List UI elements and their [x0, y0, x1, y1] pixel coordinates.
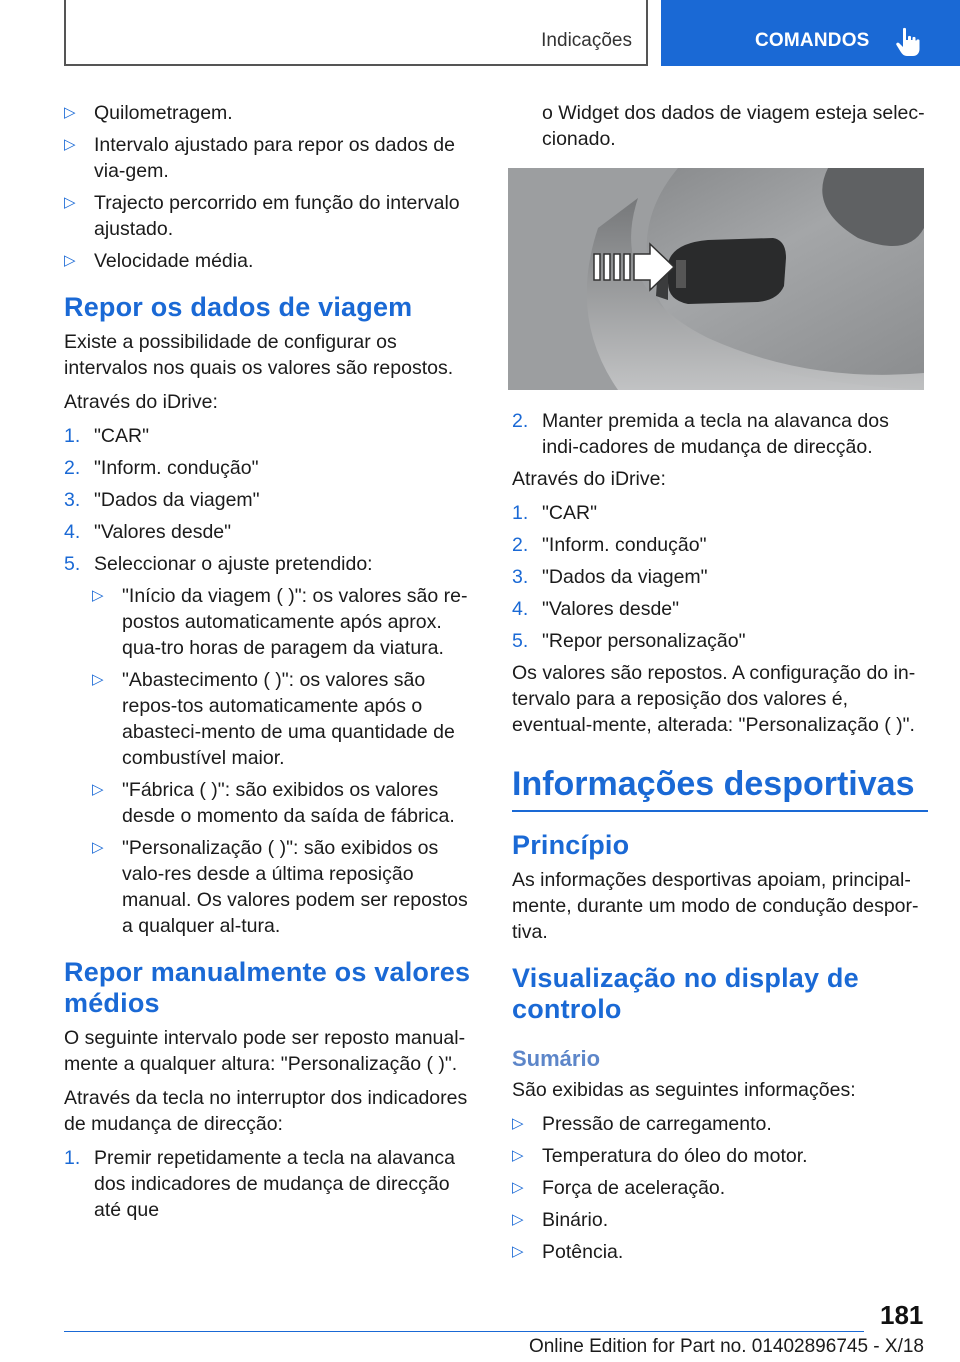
- footer-edition: Online Edition for Part no. 01402896745 - X/18: [528, 1336, 924, 1357]
- numbered-step: 3. "Dados da viagem": [64, 489, 260, 511]
- paragraph: Os valores são repostos. A configuração do in-tervalo para a reposição dos valores é, eventual-mente, alterada: "Personalização ( )".: [512, 662, 916, 736]
- list-item: ▷ Potência.: [512, 1241, 624, 1263]
- continuation-text: o Widget dos dados de viagem esteja selec-cionado.: [542, 102, 925, 150]
- triangle-bullet-icon: ▷: [512, 1211, 524, 1228]
- list-item: ▷ Temperatura do óleo do motor.: [512, 1145, 808, 1167]
- numbered-step: 4. "Valores desde": [64, 521, 232, 543]
- header-section-tab: [64, 0, 648, 66]
- triangle-bullet-icon: ▷: [512, 1147, 524, 1164]
- triangle-bullet-icon: ▷: [512, 1179, 524, 1196]
- list-item: ▷ Quilometragem.: [64, 102, 233, 124]
- numbered-step: 2. "Inform. condução": [512, 534, 707, 556]
- heading-repor-manualmente: Repor manualmente os valores médios: [64, 957, 471, 1018]
- right-column: [512, 100, 928, 1271]
- list-item: ▷ Intervalo ajustado para repor os dados de via-gem.: [64, 134, 455, 182]
- left-column: [64, 100, 480, 1229]
- page-number: 181: [880, 1300, 924, 1330]
- heading-principio: Princípio: [512, 830, 630, 860]
- sub-list-item: ▷ "Personalização ( )": são exibidos os valo-res desde a última reposição manual. Os valores podem ser repostos a qualquer al-tura.: [92, 837, 468, 937]
- numbered-step: 1. Premir repetidamente a tecla na alavanca dos indicadores de mudança de direcção até que: [64, 1147, 455, 1221]
- sub-list-item: ▷ "Abastecimento ( )": os valores são repos-tos automaticamente após o abasteci-mento de uma quantidade de combustível maior.: [92, 669, 455, 769]
- paragraph: O seguinte intervalo pode ser reposto manual-mente a qualquer altura: "Personalização ( )".: [64, 1027, 466, 1075]
- sub-list-item: ▷ "Início da viagem ( )": os valores são re-postos automaticamente após aprox. qua-tro horas de paragem da viatura.: [92, 585, 468, 659]
- heading-sumario: Sumário: [512, 1046, 601, 1071]
- paragraph: As informações desportivas apoiam, principal-mente, durante um modo de condução despor-tiva.: [512, 869, 919, 943]
- triangle-bullet-icon: ▷: [512, 1243, 524, 1260]
- triangle-bullet-icon: ▷: [92, 839, 104, 856]
- paragraph: Através da tecla no interruptor dos indicadores de mudança de direcção:: [64, 1087, 468, 1135]
- triangle-bullet-icon: ▷: [64, 194, 76, 211]
- list-item: ▷ Velocidade média.: [64, 250, 254, 272]
- triangle-bullet-icon: ▷: [512, 1115, 524, 1132]
- numbered-step: 1. "CAR": [512, 502, 598, 524]
- header-chapter-tab: [661, 0, 960, 66]
- footer-divider: [64, 1331, 864, 1332]
- turn-signal-lever-figure: [508, 168, 924, 390]
- heading-visualizacao: Visualização no display de controlo: [512, 963, 859, 1024]
- paragraph: Através do iDrive:: [512, 468, 666, 490]
- triangle-bullet-icon: ▷: [64, 104, 76, 121]
- triangle-bullet-icon: ▷: [92, 671, 104, 688]
- hand-pointer-icon: [895, 27, 921, 57]
- heading-repor-dados: Repor os dados de viagem: [64, 292, 413, 322]
- numbered-step: 1. "CAR": [64, 425, 150, 447]
- triangle-bullet-icon: ▷: [92, 781, 104, 798]
- list-item: ▷ Binário.: [512, 1209, 609, 1231]
- numbered-step: 5. "Repor personalização": [512, 630, 746, 652]
- chapter-label: COMANDOS: [755, 30, 870, 51]
- triangle-bullet-icon: ▷: [92, 587, 104, 604]
- sub-list-item: ▷ "Fábrica ( )": são exibidos os valores desde o momento da saída de fábrica.: [92, 779, 455, 827]
- numbered-step: 2. "Inform. condução": [64, 457, 259, 479]
- triangle-bullet-icon: ▷: [64, 136, 76, 153]
- paragraph: São exibidas as seguintes informações:: [512, 1079, 856, 1101]
- numbered-step: 4. "Valores desde": [512, 598, 680, 620]
- list-item: ▷ Trajecto percorrido em função do intervalo ajustado.: [64, 192, 460, 240]
- paragraph: Existe a possibilidade de configurar os intervalos nos quais os valores são repostos.: [64, 331, 454, 379]
- numbered-step: 3. "Dados da viagem": [512, 566, 708, 588]
- list-item: ▷ Pressão de carregamento.: [512, 1113, 772, 1135]
- section-label: Indicações: [541, 30, 632, 51]
- numbered-step: 2. Manter premida a tecla na alavanca dos indi-cadores de mudança de direcção.: [512, 410, 889, 458]
- list-item: ▷ Força de aceleração.: [512, 1177, 726, 1199]
- numbered-step: 5. Seleccionar o ajuste pretendido:: [64, 553, 373, 575]
- paragraph: Através do iDrive:: [64, 391, 218, 413]
- triangle-bullet-icon: ▷: [64, 252, 76, 269]
- heading-informacoes-desportivas: Informações desportivas: [512, 764, 928, 812]
